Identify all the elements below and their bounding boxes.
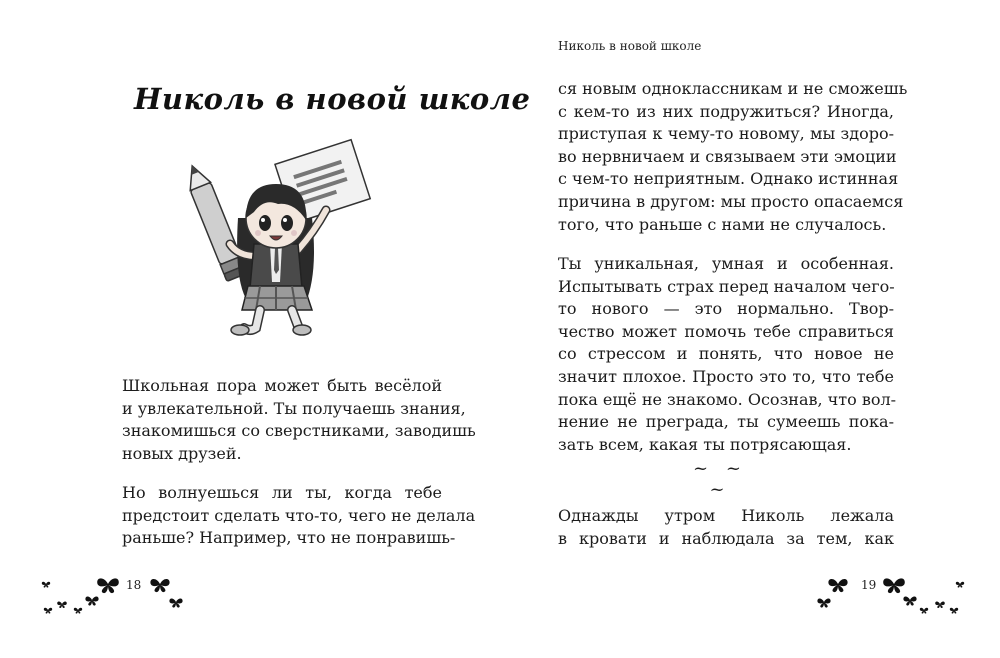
- butterfly-icon: [85, 597, 98, 606]
- page-number: 18: [126, 578, 142, 592]
- text-line: знакомишься со сверстниками, заводишь: [122, 421, 476, 441]
- butterfly-icon: [817, 599, 830, 608]
- butterfly-icon: [74, 608, 82, 614]
- text-line: раньше? Например, что не понравишь-: [122, 528, 456, 548]
- text-line: нение не преграда, ты сумеешь пока-: [558, 412, 894, 432]
- text-line: Испытывать страх перед началом чего-: [558, 276, 895, 296]
- right-paragraph-3: [558, 505, 894, 550]
- text-line: зать всем, какая ты потрясающая.: [558, 434, 852, 454]
- text-line: Но волнуешься ли ты, когда тебе: [122, 483, 442, 502]
- page-number: 19: [861, 578, 877, 592]
- left-paragraph-2: [122, 482, 476, 550]
- text-line: со стрессом и понять, что новое не: [558, 344, 894, 364]
- right-paragraph-2: [558, 253, 897, 456]
- butterfly-icon: [956, 582, 964, 588]
- text-line: предстоит сделать что-то, чего не делала: [122, 505, 476, 525]
- text-line: пока ещё не знакомо. Осознав, что вол-: [558, 389, 897, 409]
- butterfly-icon: [150, 579, 169, 592]
- butterfly-icon: [903, 597, 916, 606]
- text-line: Ты уникальная, умная и особенная.: [558, 254, 894, 273]
- text-line: Школьная пора может быть весёлой: [122, 376, 442, 395]
- right-paragraph-1: [558, 78, 908, 236]
- text-line: во нервничаем и связываем эти эмоции: [558, 146, 897, 166]
- text-line: с кем-то из них подружиться? Иногда,: [558, 101, 894, 121]
- butterfly-icon: [44, 608, 52, 614]
- text-line: причина в другом: мы просто опасаемся: [558, 191, 904, 211]
- text-line: ся новым одноклассникам и не сможешь: [558, 79, 908, 98]
- butterfly-icon: [828, 579, 847, 592]
- chapter-title: Николь в новой школе: [134, 82, 531, 116]
- butterfly-icon: [42, 582, 50, 588]
- butterfly-icon: [883, 578, 905, 593]
- butterfly-icon: [935, 601, 945, 608]
- butterfly-icon: [920, 608, 928, 614]
- butterfly-icon: [169, 599, 182, 608]
- butterfly-icon: [97, 578, 119, 593]
- butterfly-ornament-left: [36, 570, 196, 620]
- text-line: чество может помочь тебе справиться: [558, 321, 894, 341]
- left-paragraph-1: [122, 375, 476, 465]
- text-line: Однажды утром Николь лежала: [558, 506, 894, 525]
- girl-with-paper-and-pencil-illustration: [186, 132, 378, 338]
- text-line: приступая к чему-то новому, мы здоро-: [558, 124, 894, 144]
- butterfly-icon: [950, 608, 958, 614]
- section-separator: ~ ~ ~: [693, 458, 747, 500]
- text-line: новых друзей.: [122, 443, 242, 463]
- text-line: и увлекательной. Ты получаешь знания,: [122, 398, 466, 418]
- running-head: Николь в новой школе: [558, 39, 702, 53]
- butterfly-icon: [57, 601, 67, 608]
- text-line: значит плохое. Просто это то, что тебе: [558, 366, 894, 386]
- text-line: того, что раньше с нами не случалось.: [558, 214, 887, 234]
- butterfly-ornament-right: [812, 570, 972, 620]
- text-line: с чем-то неприятным. Однако истинная: [558, 169, 899, 189]
- text-line: в кровати и наблюдала за тем, как: [558, 528, 894, 548]
- text-line: то нового — это нормально. Твор-: [558, 299, 894, 319]
